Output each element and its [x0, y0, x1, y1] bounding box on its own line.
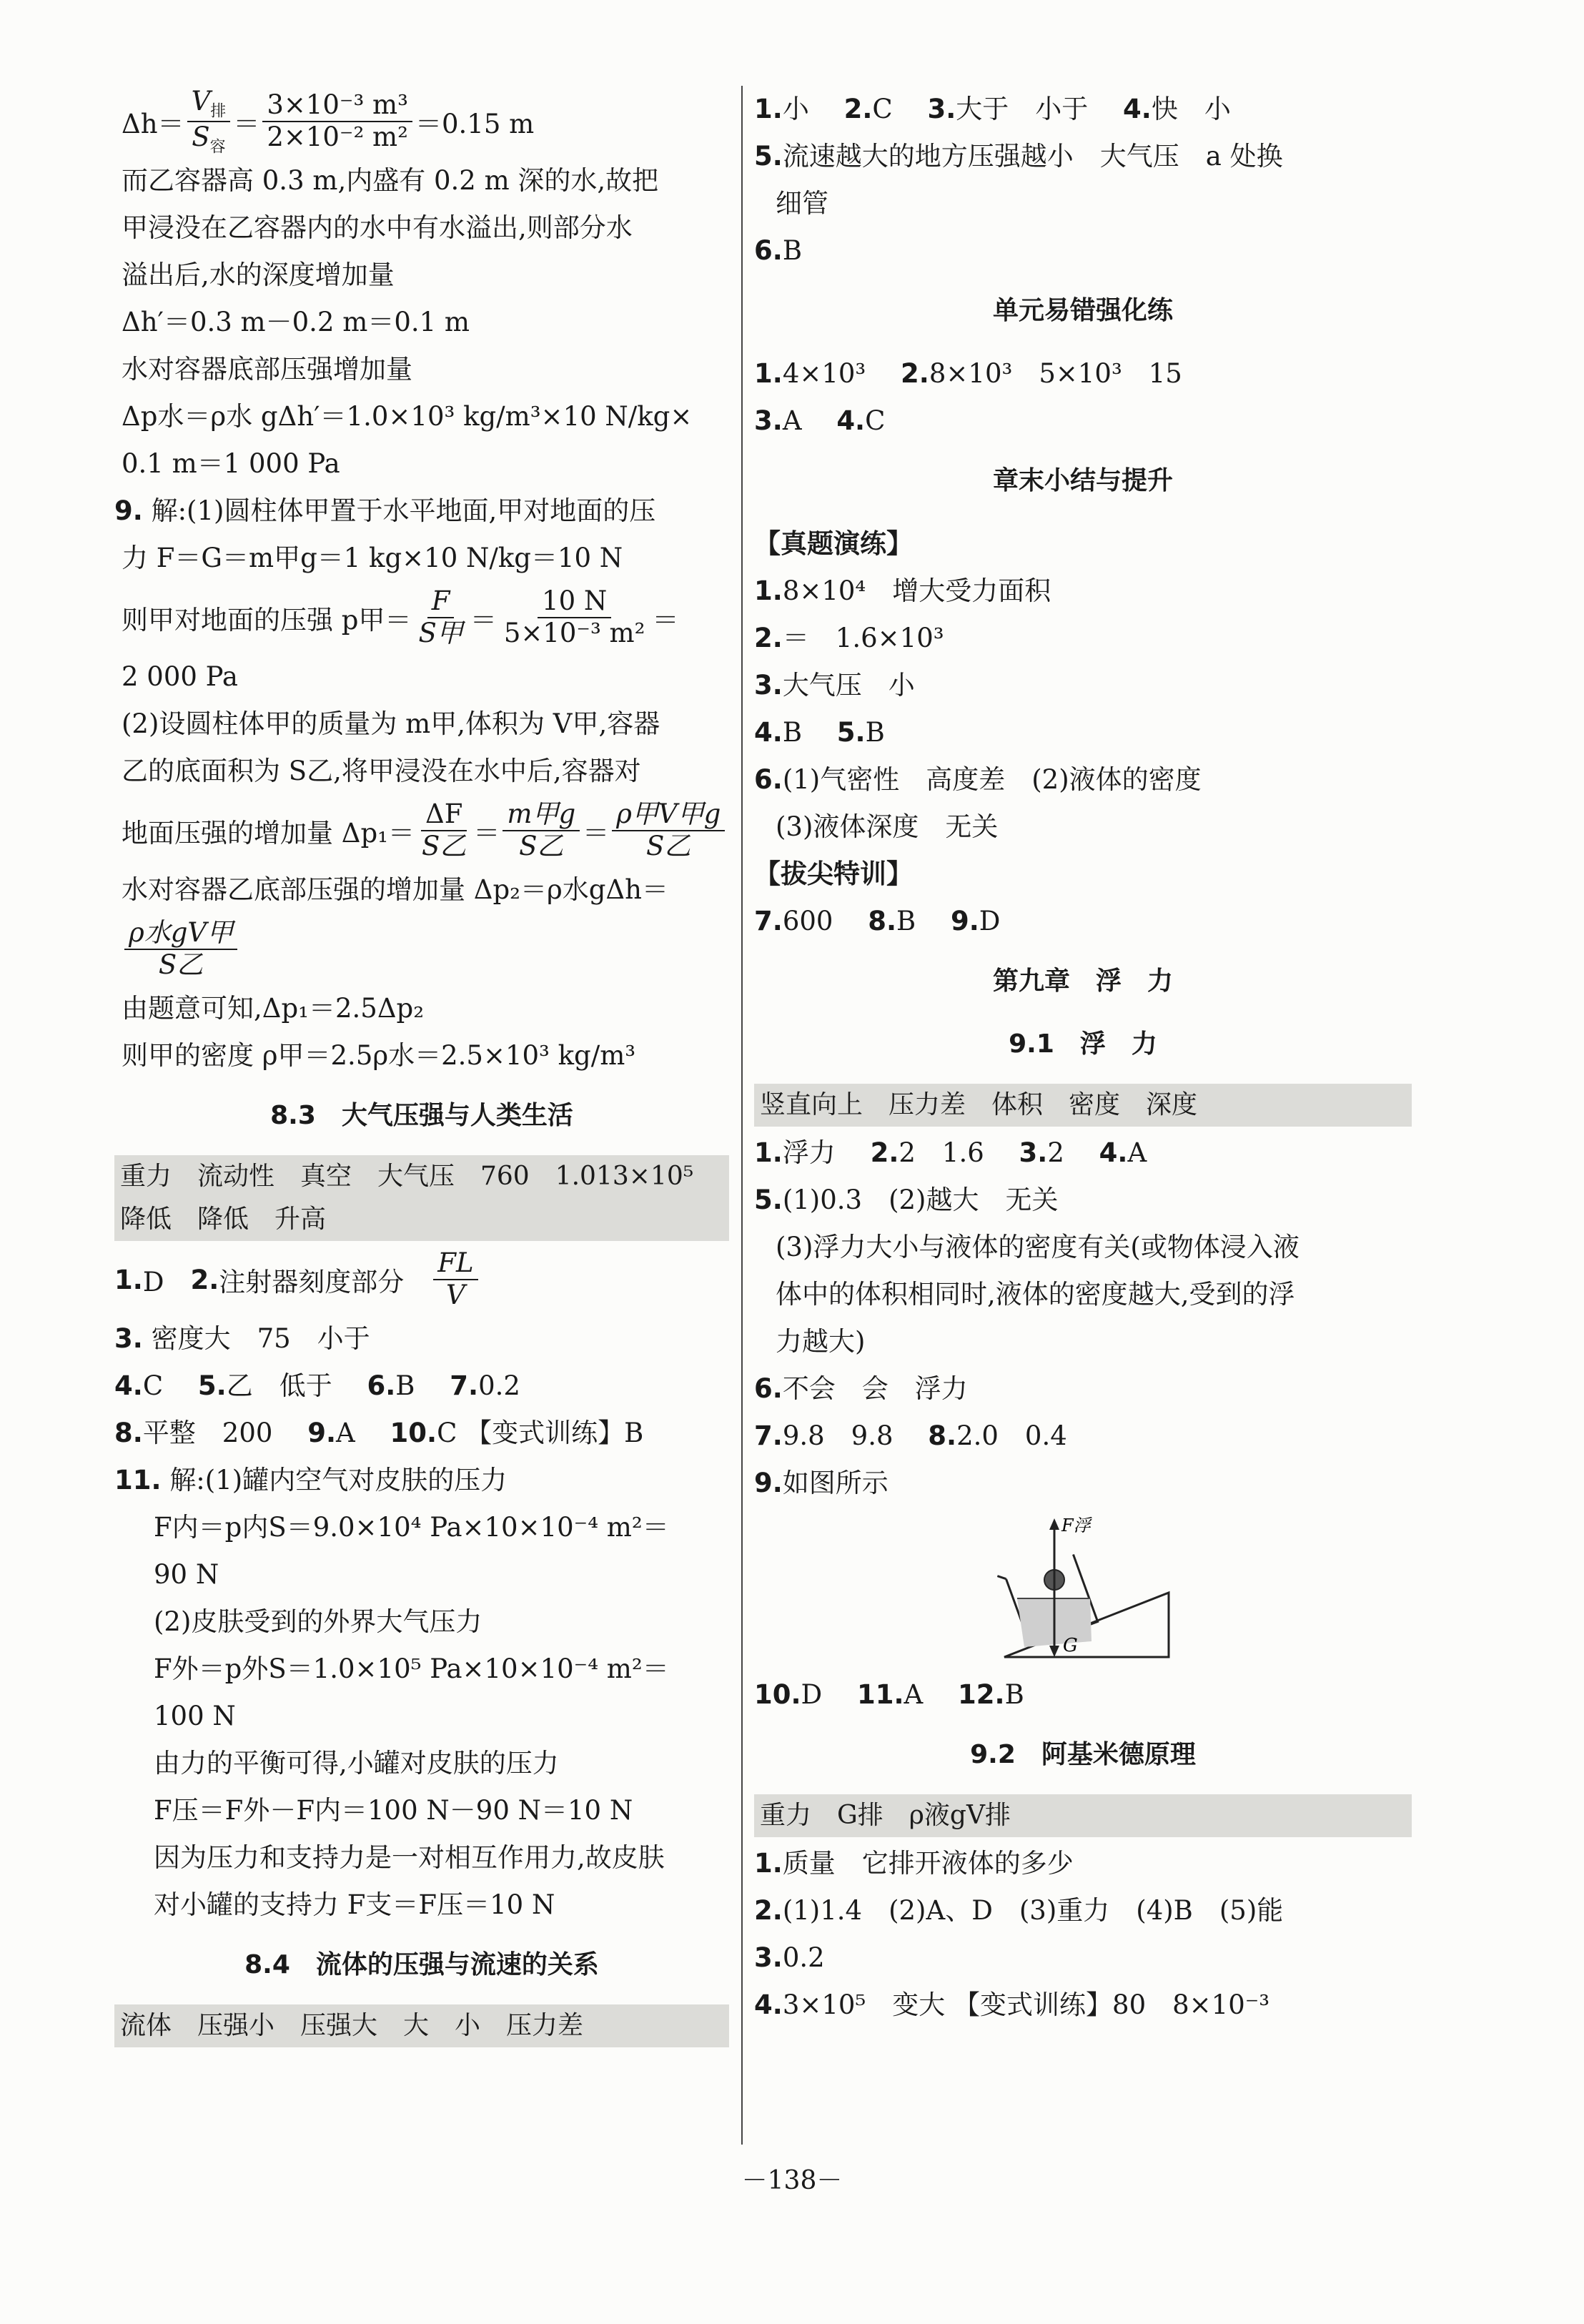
frac-den: 2×10⁻² m²	[267, 122, 408, 152]
eq-lhs: 则甲对地面的压强 p甲＝	[122, 605, 412, 636]
answer-row	[754, 1460, 1412, 1507]
frac-den: S	[192, 122, 210, 152]
text-line: 90 N	[154, 1559, 219, 1590]
answer-row	[114, 1457, 729, 1504]
answer-row	[754, 1671, 1412, 1719]
answer-row	[754, 615, 1412, 662]
answer-text: B	[1004, 1679, 1024, 1710]
question-number: 4.	[114, 1370, 143, 1401]
question-number: 4.	[754, 717, 783, 748]
fraction	[417, 799, 470, 861]
answer-text: 快 小	[1151, 94, 1231, 124]
equation-fraction	[114, 914, 729, 985]
question-number: 12.	[958, 1679, 1005, 1710]
buoyancy-diagram	[990, 1514, 1176, 1664]
answer-row	[754, 1887, 1412, 1934]
answer-text: 乙 低于	[226, 1370, 359, 1401]
text-line: 力 F＝G＝m甲g＝1 kg×10 N/kg＝10 N	[122, 543, 623, 573]
answer-text: A	[1127, 1137, 1147, 1168]
answer-text: D	[801, 1679, 849, 1710]
tag-real-exam: 【真题演练】	[754, 528, 913, 559]
question-number: 1.	[114, 1264, 143, 1295]
answer-row	[754, 756, 1412, 803]
text-line: Δp水＝ρ水 gΔh′＝1.0×10³ kg/m³×10 N/kg×	[122, 401, 693, 432]
answer-row	[754, 350, 1412, 397]
answer-text: 质量 它排开液体的多少	[782, 1848, 1074, 1879]
answer-text: C	[142, 1370, 190, 1401]
equation-pressure-increase	[114, 795, 729, 866]
question-number: 11.	[114, 1465, 162, 1495]
text-line: 0.1 m＝1 000 Pa	[122, 448, 340, 479]
fraction	[414, 586, 467, 648]
question-number: 10.	[754, 1679, 801, 1710]
question-number: 4.	[836, 405, 866, 436]
text-line: 水对容器底部压强增加量	[122, 354, 412, 385]
text-line: F压＝F外－F内＝100 N－90 N＝10 N	[154, 1795, 633, 1826]
left-column	[114, 86, 729, 2050]
answer-row	[754, 709, 1412, 756]
answer-text: 注射器刻度部分	[219, 1267, 431, 1297]
right-column	[754, 86, 1412, 2029]
question-number: 9.	[950, 906, 979, 936]
answer-row	[754, 662, 1412, 709]
answer-row	[754, 133, 1412, 180]
answer-text: B	[865, 717, 885, 748]
fraction	[503, 799, 580, 861]
fraction-v-over-s	[187, 86, 231, 156]
column-divider	[741, 86, 743, 2145]
answer-9	[114, 488, 729, 535]
text-line: (3)液体深度 无关	[776, 811, 999, 842]
text-line: 而乙容器高 0.3 m,内盛有 0.2 m 深的水,故把	[122, 165, 659, 196]
answer-text: 0.2	[782, 1942, 825, 1973]
frac-num: FL	[433, 1248, 477, 1280]
text-line: 2 000 Pa	[122, 661, 238, 692]
text-line: 水对容器乙底部压强的增加量 Δp₂＝ρ水gΔh＝	[122, 874, 668, 905]
answer-row	[754, 1365, 1412, 1413]
key-points-bar: 竖直向上 压力差 体积 密度 深度	[754, 1084, 1412, 1127]
frac-den: S乙	[422, 831, 467, 861]
frac-num: ΔF	[421, 799, 467, 831]
answer-text: D	[979, 906, 1001, 936]
eq-sign: ＝	[583, 818, 610, 849]
answer-text: D	[142, 1267, 191, 1297]
eq-rhs: ＝0.15 m	[415, 109, 535, 139]
answer-text: 3×10⁵ 变大 【变式训练】80 8×10⁻³	[782, 1989, 1270, 2020]
frac-num: F	[427, 586, 455, 618]
answer-text: (1)气密性 高度差 (2)液体的密度	[782, 764, 1202, 795]
key-points-bar: 流体 压强小 压强大 大 小 压力差	[114, 2004, 729, 2047]
question-number: 2.	[190, 1264, 219, 1295]
answer-row	[754, 1982, 1412, 2029]
text-line: F内＝p内S＝9.0×10⁴ Pa×10×10⁻⁴ m²＝	[154, 1512, 669, 1543]
question-number: 2.	[843, 94, 873, 124]
question-number: 5.	[836, 717, 866, 748]
section-heading-chapter-summary: 章末小结与提升	[992, 466, 1173, 495]
answer-text: B	[395, 1370, 442, 1401]
frac-den: S乙	[158, 949, 204, 980]
label-buoyancy: F浮	[1061, 1515, 1091, 1536]
answer-text: 大于 小于	[956, 94, 1115, 124]
question-number: 9.	[754, 1468, 783, 1498]
question-number: 9.	[307, 1418, 337, 1448]
question-number: 3.	[754, 1942, 783, 1973]
answer-row	[754, 1129, 1412, 1177]
question-number: 7.	[754, 906, 783, 936]
answer-row	[114, 1363, 729, 1410]
text-line: Δh′＝0.3 m－0.2 m＝0.1 m	[122, 307, 470, 337]
answer-text: A	[336, 1418, 382, 1448]
text-line: (3)浮力大小与液体的密度有关(或物体浸入液	[776, 1232, 1300, 1262]
frac-den: S乙	[646, 831, 691, 861]
eq-lhs: Δh＝	[122, 109, 184, 139]
text-line: 由题意可知,Δp₁＝2.5Δp₂	[122, 993, 425, 1024]
text-line: 溢出后,水的深度增加量	[122, 259, 395, 290]
eq-mid: ＝	[233, 109, 260, 139]
text-line: 力越大)	[776, 1326, 866, 1357]
question-number: 4.	[1123, 94, 1152, 124]
question-number: 9.	[114, 495, 143, 526]
eq-rhs: ＝	[652, 605, 679, 636]
frac-num: 10 N	[538, 586, 611, 618]
section-heading-9-2: 9.2 阿基米德原理	[970, 1740, 1196, 1769]
question-number: 1.	[754, 575, 783, 606]
question-number: 1.	[754, 1848, 783, 1879]
question-number: 7.	[754, 1420, 783, 1451]
question-number: 8.	[928, 1420, 957, 1451]
chapter-heading-9: 第九章 浮 力	[992, 966, 1173, 996]
answer-row	[754, 1840, 1412, 1887]
answer-text: B	[782, 717, 829, 748]
answer-row	[754, 1177, 1412, 1224]
answer-text: 8×10³ 5×10³ 15	[929, 358, 1182, 389]
section-heading-8-3: 8.3 大气压强与人类生活	[270, 1101, 573, 1130]
buoyancy-arrowhead	[1049, 1518, 1059, 1530]
answer-text: 2	[1047, 1137, 1091, 1168]
text-line: 因为压力和支持力是一对相互作用力,故皮肤	[154, 1842, 665, 1873]
question-number: 3.	[754, 670, 783, 701]
question-number: 2.	[901, 358, 929, 389]
page-number: －138－	[741, 2166, 843, 2195]
answer-text: C	[872, 94, 919, 124]
section-heading-unit-review: 单元易错强化练	[992, 296, 1173, 325]
fraction	[124, 918, 237, 980]
answer-text: C	[865, 405, 886, 436]
section-heading-9-1: 9.1 浮 力	[1009, 1029, 1157, 1059]
answer-row	[114, 1315, 729, 1363]
text-line: 由力的平衡可得,小罐对皮肤的压力	[154, 1748, 559, 1779]
text-line: 对小罐的支持力 F支＝F压＝10 N	[154, 1889, 555, 1920]
question-number: 5.	[754, 141, 783, 172]
answer-text: 8×10⁴ 增大受力面积	[782, 575, 1051, 606]
answer-text: A	[782, 405, 828, 436]
frac-num: V	[191, 86, 211, 117]
answer-text: 解:(1)圆柱体甲置于水平地面,甲对地面的压	[151, 495, 656, 526]
question-number: 5.	[197, 1370, 227, 1401]
fraction	[612, 799, 725, 861]
answer-text: (1)1.4 (2)A、D (3)重力 (4)B (5)能	[782, 1895, 1284, 1926]
text-line: F外＝p外S＝1.0×10⁵ Pa×10×10⁻⁴ m²＝	[154, 1653, 669, 1684]
answer-text: 4×10³	[782, 358, 893, 389]
answer-text: 浮力	[782, 1137, 862, 1168]
question-number: 8.	[868, 906, 897, 936]
answer-row	[754, 1413, 1412, 1460]
text-line: 甲浸没在乙容器内的水中有水溢出,则部分水	[122, 212, 633, 243]
answer-text: 小	[782, 94, 836, 124]
fraction-volume-area	[262, 90, 412, 152]
answer-row	[754, 397, 1412, 445]
gravity-arrowhead	[1049, 1646, 1059, 1657]
text-line: (2)设圆柱体甲的质量为 m甲,体积为 V甲,容器	[122, 708, 660, 739]
frac-den: S甲	[418, 618, 463, 648]
frac-den: 5×10⁻³ m²	[503, 618, 645, 648]
question-number: 8.	[114, 1418, 143, 1448]
text-line: 细管	[776, 188, 828, 219]
question-number: 2.	[870, 1137, 899, 1168]
text-line: (2)皮肤受到的外界大气压力	[154, 1606, 482, 1637]
answer-row	[754, 1934, 1412, 1982]
key-points-line: 重力 流动性 真空 大气压 760 1.013×10⁵	[120, 1162, 694, 1191]
question-number: 3.	[1019, 1137, 1048, 1168]
question-number: 6.	[754, 1373, 783, 1404]
question-number: 7.	[450, 1370, 479, 1401]
question-number: 1.	[754, 1137, 783, 1168]
question-number: 10.	[390, 1418, 437, 1448]
frac-den: S乙	[519, 831, 564, 861]
text-line: 则甲的密度 ρ甲＝2.5ρ水＝2.5×10³ kg/m³	[122, 1040, 636, 1071]
text-line: 乙的底面积为 S乙,将甲浸没在水中后,容器对	[122, 756, 641, 786]
fraction	[500, 586, 650, 648]
answer-text: 9.8 9.8	[782, 1420, 920, 1451]
section-heading-8-4: 8.4 流体的压强与流速的关系	[244, 1950, 599, 1979]
answer-row	[114, 1410, 729, 1457]
text-line: 100 N	[154, 1701, 236, 1731]
answer-text: A	[904, 1679, 950, 1710]
eq-mid: ＝	[470, 605, 497, 636]
question-number: 1.	[754, 94, 783, 124]
question-number: 6.	[367, 1370, 396, 1401]
answer-text: C 【变式训练】B	[437, 1418, 644, 1448]
eq-lhs: 地面压强的增加量 Δp₁＝	[122, 818, 415, 849]
frac-num: m甲g	[503, 799, 580, 831]
eq-sign: ＝	[473, 818, 500, 849]
answer-row	[754, 568, 1412, 615]
answer-row	[114, 1244, 729, 1315]
frac-den-sub: 容	[209, 138, 226, 157]
answer-text: 如图所示	[782, 1468, 888, 1498]
answer-row	[754, 227, 1412, 275]
answer-text: 平整 200	[142, 1418, 300, 1448]
frac-num: 3×10⁻³ m³	[262, 90, 412, 122]
answer-text: 2 1.6	[899, 1137, 1011, 1168]
label-gravity: G	[1063, 1635, 1078, 1656]
key-points-bar	[114, 1155, 729, 1241]
answer-text: 大气压 小	[782, 670, 915, 701]
key-points-line: 降低 降低 升高	[120, 1205, 327, 1234]
answer-text: B	[896, 906, 943, 936]
question-number: 3.	[114, 1323, 143, 1354]
text-line: 体中的体积相同时,液体的密度越大,受到的浮	[776, 1279, 1295, 1310]
equation-delta-h	[114, 86, 729, 157]
answer-text: 解:(1)罐内空气对皮肤的压力	[169, 1465, 508, 1495]
answer-text: 不会 会 浮力	[782, 1373, 968, 1404]
key-points-bar: 重力 G排 ρ液gV排	[754, 1794, 1412, 1837]
equation-pressure	[114, 582, 729, 653]
question-number: 6.	[754, 235, 783, 266]
answer-text: 密度大 75 小于	[151, 1323, 370, 1354]
question-number: 3.	[927, 94, 956, 124]
answer-text: (1)0.3 (2)越大 无关	[782, 1185, 1059, 1215]
frac-den: V	[446, 1280, 465, 1310]
question-number: 2.	[754, 1895, 783, 1926]
frac-num: ρ水gV甲	[124, 918, 237, 950]
question-number: 5.	[754, 1185, 783, 1215]
answer-text: 600	[782, 906, 860, 936]
frac-num-sub: 排	[210, 102, 227, 121]
answer-text: B	[782, 235, 803, 266]
question-number: 4.	[754, 1989, 783, 2020]
answer-text: 2.0 0.4	[956, 1420, 1067, 1451]
question-number: 11.	[856, 1679, 904, 1710]
tag-top-training: 【拔尖特训】	[754, 859, 913, 889]
answer-text: 流速越大的地方压强越小 大气压 a 处换	[782, 141, 1283, 172]
question-number: 6.	[754, 764, 783, 795]
question-number: 3.	[754, 405, 783, 436]
answer-row	[754, 86, 1412, 133]
fraction	[433, 1248, 477, 1310]
question-number: 2.	[754, 623, 783, 653]
answer-row	[754, 898, 1412, 945]
question-number: 4.	[1099, 1137, 1128, 1168]
answer-text: 0.2	[478, 1370, 520, 1401]
question-number: 1.	[754, 358, 783, 389]
frac-num: ρ甲V甲g	[612, 799, 725, 831]
answer-text: ＝ 1.6×10³	[782, 623, 944, 653]
